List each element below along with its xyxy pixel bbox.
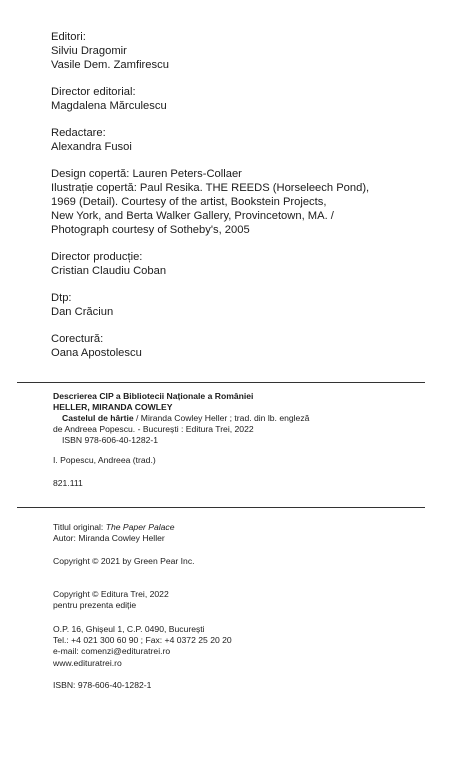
cip-translator-line: de Andreea Popescu. - București : Editura Trei, 2022 <box>53 424 254 434</box>
credit-heading: Director producție: <box>51 251 143 263</box>
credit-heading: Editori: <box>51 31 86 43</box>
cip-classification: 821.111 <box>53 478 83 488</box>
publisher-email: e-mail: comenzi@edituratrei.ro <box>53 646 171 657</box>
footer-isbn: ISBN: 978-606-40-1282-1 <box>53 679 152 690</box>
credit-line: 1969 (Detail). Courtesy of the artist, Bookstein Projects, <box>51 196 327 208</box>
credit-heading: Director editorial: <box>51 86 136 98</box>
original-title-line <box>53 522 423 533</box>
credit-line: Ilustrație copertă: Paul Resika. THE REEDS (Horseleech Pond), <box>51 182 370 194</box>
edition-note: pentru prezenta ediție <box>53 599 137 610</box>
original-title: The Paper Palace <box>105 522 175 532</box>
credit-line: Silviu Dragomir <box>51 45 127 57</box>
cip-block <box>53 391 423 489</box>
publisher-address: O.P. 16, Ghișeul 1, C.P. 0490, București <box>53 624 205 635</box>
cip-title: Descrierea CIP a Bibliotecii Naționale a României <box>53 391 254 401</box>
credit-line: Oana Apostolescu <box>51 347 142 359</box>
cip-isbn: ISBN 978-606-40-1282-1 <box>62 435 159 445</box>
credit-line: Alexandra Fusoi <box>51 141 132 153</box>
credit-production-director <box>51 250 441 278</box>
credit-cover-design <box>51 167 441 237</box>
credit-editors <box>51 30 441 72</box>
author-line: Autor: Miranda Cowley Heller <box>53 533 165 544</box>
credits-section <box>51 30 441 373</box>
publisher-phone-fax: Tel.: +4 021 300 60 90 ; Fax: +4 0372 25 20 20 <box>53 635 232 646</box>
publisher-info <box>53 522 423 691</box>
divider-top <box>17 382 425 383</box>
credit-line: Vasile Dem. Zamfirescu <box>51 59 169 71</box>
credit-line: Magdalena Mărculescu <box>51 100 167 112</box>
credit-line: New York, and Berta Walker Gallery, Provincetown, MA. / <box>51 210 334 222</box>
credit-heading: Redactare: <box>51 127 106 139</box>
copyright-original: Copyright © 2021 by Green Pear Inc. <box>53 556 195 567</box>
cip-index-entry: I. Popescu, Andreea (trad.) <box>53 455 156 465</box>
copyright-edition: Copyright © Editura Trei, 2022 <box>53 588 169 599</box>
credit-heading: Corectură: <box>51 333 104 345</box>
credit-dtp <box>51 291 441 319</box>
original-title-label: Titlul original: <box>53 522 106 532</box>
credit-line: Cristian Claudiu Coban <box>51 265 167 277</box>
credit-redactare <box>51 126 441 154</box>
credit-director-editorial <box>51 85 441 113</box>
credit-heading: Dtp: <box>51 292 72 304</box>
credit-line: Photograph courtesy of Sotheby's, 2005 <box>51 224 250 236</box>
cip-author: HELLER, MIRANDA COWLEY <box>53 402 173 412</box>
credit-heading: Design copertă: Lauren Peters-Collaer <box>51 168 242 180</box>
credit-line: Dan Crăciun <box>51 306 114 318</box>
cip-book-title: Castelul de hârtie <box>62 413 134 423</box>
divider-bottom <box>17 507 425 508</box>
cip-book-rest: / Miranda Cowley Heller ; trad. din lb. engleză <box>133 413 310 423</box>
credit-proofreading <box>51 332 441 360</box>
cip-book-entry <box>53 413 423 424</box>
publisher-website: www.edituratrei.ro <box>53 657 122 668</box>
